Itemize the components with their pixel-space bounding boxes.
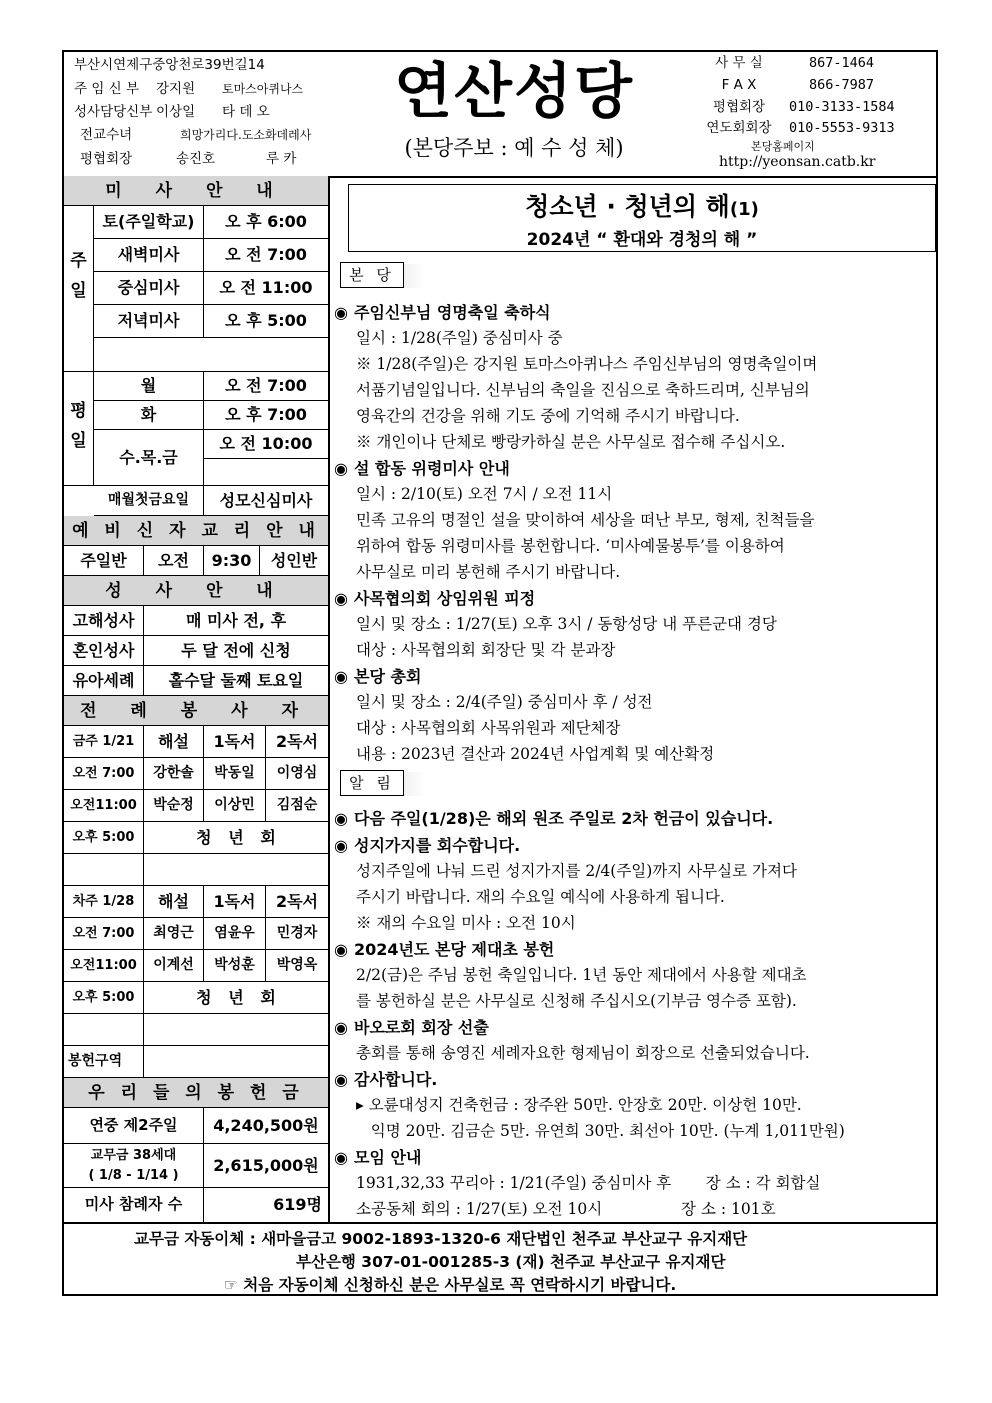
liturgy-group: 청 년 회 [144,982,328,1014]
offering-label: 교무금 38세대 [90,1148,177,1163]
liturgy-group: 청 년 회 [144,822,328,854]
bullet-icon: ◉ [334,667,348,686]
news-line: 대상 : 사목협의회 회장단 및 각 분과장 [356,641,616,659]
news-line: 1931,32,33 꾸리아 : 1/21(주일) 중심미사 후 장 소 : 각 회합실 [356,1174,821,1192]
news-line: 일시 : 1/28(주일) 중심미사 중 [356,329,563,347]
staff-role: 성사담당신부 [74,104,153,120]
liturgy-person: 이영심 [266,758,328,790]
first-friday-mass: 성모신심미사 [204,486,328,516]
contact-label: 평협회장 [712,99,766,115]
offering-title: 우 리 들 의 봉 헌 금 [64,1078,328,1108]
offering-area-value [144,1046,328,1078]
staff-baptismal: 타 데 오 [222,104,270,120]
catechumen-ampm: 오전 [144,546,204,576]
liturgy-time: 오전 7:00 [64,918,144,950]
mass-time: 오 전 7:00 [204,239,328,272]
news-line: 주시기 바랍니다. 재의 수요일 예식에 사용하게 됩니다. [356,888,725,906]
mass-name: 월 [94,372,204,401]
header-staff-block [64,52,328,176]
offering-label: 연중 제2주일 [64,1108,204,1144]
news-line: 2/2(금)은 주님 봉헌 축일입니다. 1년 동안 제대에서 사용할 제대초 [356,966,807,984]
offering-label-block [64,1144,204,1188]
bulletin-header [64,52,936,178]
news-line: 대상 : 사목협의회 사목위원과 제단체장 [356,719,621,737]
mass-empty-row [204,459,328,486]
news-line: 익명 20만. 김금순 5만. 유연희 30만. 최선아 10만. (누계 1,011만원) [356,1122,845,1140]
banner-title-suffix: (1) [729,199,759,220]
sacrament-name: 혼인성사 [64,636,144,666]
offering-label: 미사 참례자 수 [64,1188,204,1222]
contact-value: 867-1464 [809,55,875,71]
news-line: 민족 고유의 명절인 설을 맞이하여 세상을 떠난 부모, 형제, 친척들을 [356,511,815,529]
sunday-label: 주일 [64,206,94,372]
news-line: 일시 및 장소 : 2/4(주일) 중심미사 후 / 성전 [356,693,653,711]
news-heading [334,664,421,687]
bullet-icon: ◉ [334,1018,348,1037]
news-heading-text: 다음 주일(1/28)은 해외 원조 주일로 2차 헌금이 있습니다. [354,809,774,828]
liturgy-person: 박순정 [144,790,204,822]
news-line: ※ 개인이나 단체로 빵랑카하실 분은 사무실로 접수해 주십시오. [356,433,786,451]
liturgy-person: 강한솔 [144,758,204,790]
bulletin-footer [64,1222,936,1296]
news-heading [334,1145,421,1168]
contact-row [689,75,874,96]
mass-empty-row [94,338,328,372]
liturgy-time: 오후 5:00 [64,982,144,1014]
bullet-icon: ◉ [334,1070,348,1089]
news-line: 를 봉헌하실 분은 사무실로 신청해 주십시오(기부금 영수증 포함). [356,992,797,1010]
staff-row [74,148,296,170]
contact-row [689,53,874,74]
contact-row [689,97,895,118]
mass-name: 중심미사 [94,272,204,305]
news-heading-text: 바오로회 회장 선출 [354,1018,489,1037]
address: 부산시연제구중앙천로39번길14 [74,57,265,73]
banner-title [349,187,935,223]
bullet-icon: ◉ [334,303,348,322]
news-heading-text: 본당 총회 [354,667,422,686]
bullet-icon: ◉ [334,809,348,828]
news-line: 사무실로 미리 봉헌해 주시기 바랍니다. [356,563,621,581]
news-heading [334,806,773,829]
liturgy-time: 오전11:00 [64,790,144,822]
liturgy-title: 전 례 봉 사 자 [64,696,328,726]
mass-time: 오 후 7:00 [204,401,328,430]
staff-name: 이상일 [156,104,196,120]
news-heading-text: 주임신부님 영명축일 축하식 [354,303,551,322]
staff-role: 평협회장 [80,151,133,167]
offering-value: 4,240,500원 [204,1108,328,1144]
offering-value: 2,615,000원 [204,1144,328,1188]
sacrament-name: 유아세례 [64,666,144,696]
mass-name: 토(주일학교) [94,206,204,239]
homepage-link[interactable]: http://yeonsan.catb.kr [719,154,876,170]
news-heading-text: 모임 안내 [354,1148,422,1167]
news-line: 총회를 통해 송영진 세례자요한 형제님이 회장으로 선출되었습니다. [356,1044,810,1062]
news-line: 위하여 합동 위령미사를 봉헌합니다. ‘미사예물봉투’를 이용하여 [356,537,785,555]
left-info-column [64,176,330,1222]
news-heading [334,1015,489,1038]
mass-name: 수.목.금 [94,430,204,486]
liturgy-time: 오전11:00 [64,950,144,982]
sacrament-name: 고해성사 [64,606,144,636]
mass-time: 오 후 6:00 [204,206,328,239]
contact-row [689,118,895,139]
liturgy-date: 차주 1/28 [64,886,144,918]
catechumen-group: 성인반 [260,546,328,576]
news-heading-text: 사목협의회 상임위원 피정 [354,589,536,608]
liturgy-time: 오후 5:00 [64,822,144,854]
mass-time: 오 후 5:00 [204,305,328,338]
catechumen-class: 주일반 [64,546,144,576]
liturgy-head: 2독서 [266,886,328,918]
news-heading-text: 성지가지를 회수합니다. [354,836,521,855]
liturgy-person: 박성훈 [204,950,266,982]
staff-baptismal: 토마스아퀴나스 [222,82,304,96]
staff-role: 전교수녀 [80,127,133,143]
catechumen-title: 예 비 신 자 교 리 안 내 [64,516,328,546]
news-heading-text: 2024년도 본당 제대초 봉헌 [354,940,555,959]
footer-account-line: 교무금 자동이체 : 새마을금고 9002-1893-1320-6 재단법인 천주교 부산교구 유지재단 [134,1230,748,1248]
offering-value: 619명 [273,1195,322,1214]
news-heading [334,937,554,960]
offering-area-label: 봉헌구역 [64,1046,144,1078]
liturgy-date: 금주 1/21 [64,726,144,758]
contact-label: F A X [721,77,757,93]
sacrament-info: 두 달 전에 신청 [144,636,328,666]
liturgy-person: 염윤우 [204,918,266,950]
liturgy-head: 1독서 [204,726,266,758]
news-line: 영육간의 건강을 위해 기도 중에 기억해 주시기 바랍니다. [356,407,740,425]
liturgy-empty [64,1014,144,1046]
news-heading [334,300,551,323]
footer-account-line: 부산은행 307-01-001285-3 (재) 천주교 부산교구 유지재단 [296,1253,726,1271]
staff-name: 송진호 [176,151,216,167]
header-contacts [679,52,936,176]
banner-title-text: 청소년 · 청년의 해 [525,192,730,221]
staff-baptismal: 루 카 [266,151,297,167]
liturgy-person: 최영근 [144,918,204,950]
liturgy-person: 이상민 [204,790,266,822]
sacrament-info: 매 미사 전, 후 [144,606,328,636]
contact-value: 010-5553-9313 [789,120,895,136]
news-heading [334,833,520,856]
parish-title: 연산성당 [394,57,634,127]
right-news-column [330,176,936,1222]
liturgy-person: 이계선 [144,950,204,982]
news-heading-text: 감사합니다. [354,1070,438,1089]
footer-notice-line: ☞ 처음 자동이체 신청하신 분은 사무실로 꼭 연락하시기 바랍니다. [224,1276,677,1294]
liturgy-person: 민경자 [266,918,328,950]
liturgy-person: 박영옥 [266,950,328,982]
news-heading-text: 설 합동 위령미사 안내 [354,459,510,478]
bullet-icon: ◉ [334,589,348,608]
news-line: ▸ 오륜대성지 건축헌금 : 장주완 50만. 안장호 20만. 이상헌 10만. [356,1096,802,1114]
news-line: 내용 : 2023년 결산과 2024년 사업계획 및 예산확정 [356,745,715,763]
news-heading [334,586,535,609]
mass-time: 오 전 11:00 [204,272,328,305]
staff-baptismal: 희망가리다.도소화데레사 [180,128,312,142]
staff-row [74,78,303,100]
notice-section-tag: 알 림 [340,770,404,796]
catechumen-time: 9:30 [204,546,260,576]
mass-name: 저녁미사 [94,305,204,338]
news-line: ※ 재의 수요일 미사 : 오전 10시 [356,914,576,932]
mass-time: 오 전 10:00 [204,430,328,459]
homepage-label: 본당홈페이지 [751,140,815,153]
offering-period: ( 1/8 - 1/14 ) [88,1168,179,1183]
sacrament-info: 홀수달 둘째 토요일 [144,666,328,696]
banner-subtitle: 2024년 “ 환대와 경청의 해 ” [526,230,758,250]
news-line: 소공동체 회의 : 1/27(토) 오전 10시 장 소 : 101호 [356,1200,776,1218]
liturgy-empty [144,854,328,886]
liturgy-empty [64,854,144,886]
bullet-icon: ◉ [334,940,348,959]
weekday-label: 평일 [64,372,94,486]
staff-role: 주 임 신 부 [74,81,140,97]
liturgy-head: 해설 [144,726,204,758]
contact-label: 사 무 실 [715,55,763,71]
news-line: ※ 1/28(주일)은 강지원 토마스아퀴나스 주임신부님의 영명축일이며 [356,355,818,373]
contact-label: 연도회회장 [706,120,772,136]
news-heading [334,456,510,479]
news-line: 성지주일에 나눠 드린 성지가지를 2/4(주일)까지 사무실로 가져다 [356,862,797,880]
bullet-icon: ◉ [334,1148,348,1167]
liturgy-person: 김점순 [266,790,328,822]
news-line: 일시 : 2/10(토) 오전 7시 / 오전 11시 [356,485,613,503]
contact-value: 866-7987 [809,77,875,93]
staff-name: 강지원 [156,81,196,97]
staff-row [74,101,270,123]
mass-name: 화 [94,401,204,430]
mass-schedule-title: 미 사 안 내 [64,176,328,206]
first-friday-label: 매월첫금요일 [94,486,204,516]
contact-value: 010-3133-1584 [789,99,895,115]
bulletin-page [62,50,938,1296]
mass-time: 오 전 7:00 [204,372,328,401]
sacrament-title: 성 사 안 내 [64,576,328,606]
liturgy-head: 해설 [144,886,204,918]
liturgy-head: 2독서 [266,726,328,758]
bullet-icon: ◉ [334,459,348,478]
theme-banner [348,184,936,252]
liturgy-time: 오전 7:00 [64,758,144,790]
news-heading [334,1067,437,1090]
parish-section-tag: 본 당 [340,262,404,288]
mass-name: 새벽미사 [94,239,204,272]
liturgy-head: 1독서 [204,886,266,918]
parish-subtitle: (본당주보 : 예 수 성 체) [404,136,624,160]
bullet-icon: ◉ [334,836,348,855]
staff-row [74,124,311,146]
news-line: 서품기념일입니다. 신부님의 축일을 진심으로 축하드리며, 신부님의 [356,381,810,399]
liturgy-empty [144,1014,328,1046]
liturgy-person: 박동일 [204,758,266,790]
news-line: 일시 및 장소 : 1/27(토) 오후 3시 / 동항성당 내 푸른군대 경당 [356,615,777,633]
